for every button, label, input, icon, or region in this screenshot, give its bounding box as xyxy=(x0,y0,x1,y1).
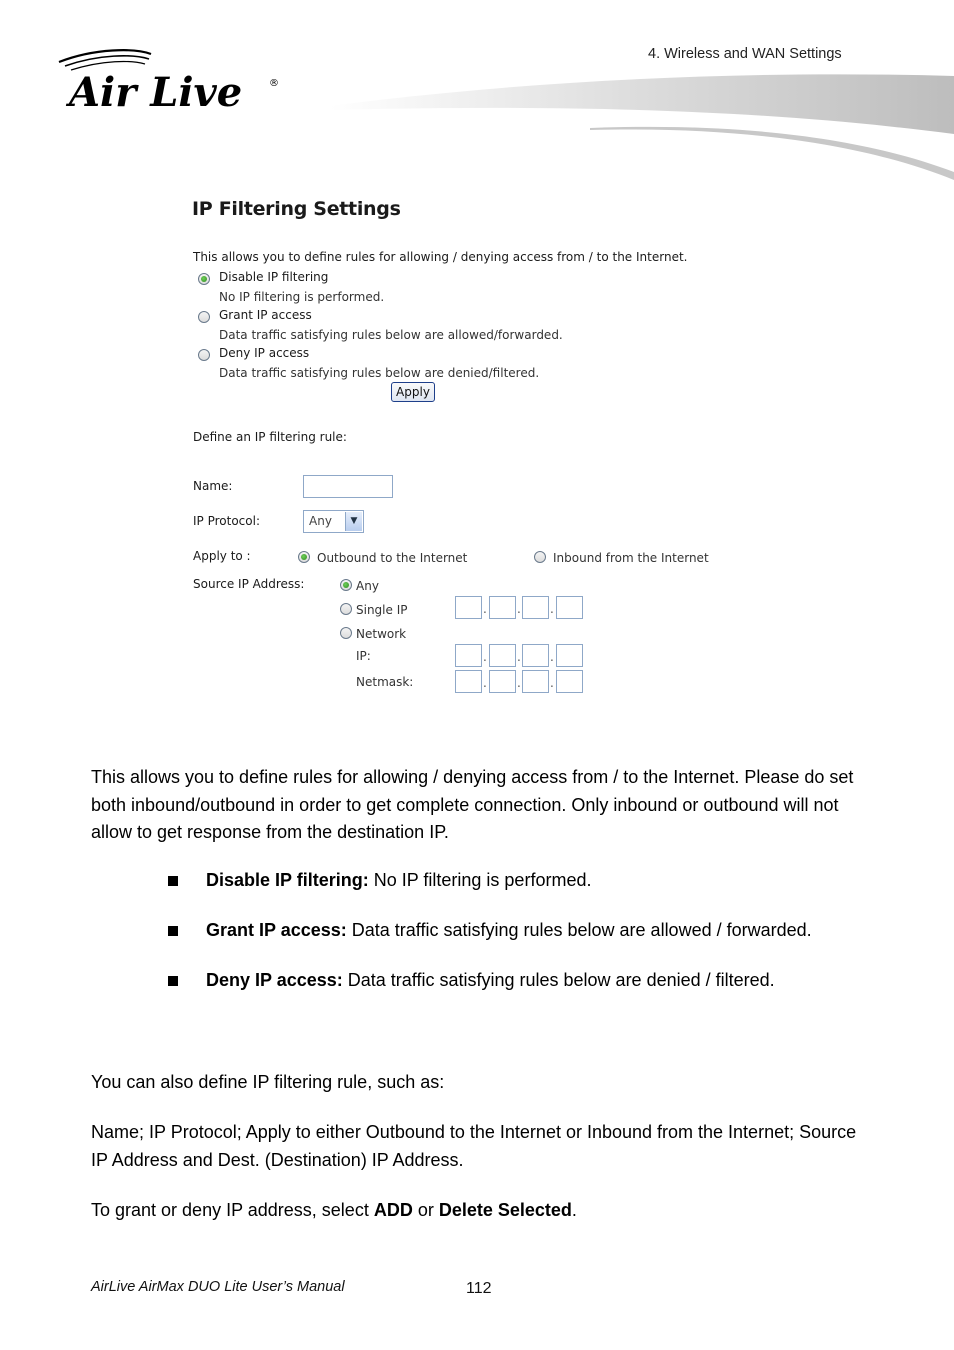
single-ip-octet-2[interactable] xyxy=(489,596,516,619)
octet-separator: . xyxy=(550,676,554,690)
square-bullet-icon xyxy=(168,876,178,886)
grant-deny-suffix: . xyxy=(571,1200,577,1220)
airlive-logo xyxy=(55,46,295,116)
source-single-ip-label: Single IP xyxy=(356,603,408,617)
apply-to-label: Apply to : xyxy=(193,549,251,563)
octet-separator: . xyxy=(517,676,521,690)
network-ip-octet-1[interactable] xyxy=(455,644,482,667)
protocol-select[interactable] xyxy=(303,510,364,533)
octet-separator: . xyxy=(517,650,521,664)
netmask-octet-3[interactable] xyxy=(522,670,549,693)
source-ip-label: Source IP Address: xyxy=(193,577,305,591)
octet-separator: . xyxy=(483,650,487,664)
disable-ip-filtering-desc: No IP filtering is performed. xyxy=(219,290,385,304)
delete-selected-term: Delete Selected xyxy=(438,1200,572,1220)
bullet-text: No IP filtering is performed. xyxy=(368,870,592,890)
settings-intro: This allows you to define rules for allowing / denying access from / to the Internet. xyxy=(193,250,688,264)
manual-title: AirLive AirMax DUO Lite User’s Manual xyxy=(91,1279,345,1295)
inbound-radio[interactable] xyxy=(534,551,546,563)
outbound-label: Outbound to the Internet xyxy=(317,551,468,565)
header-swoosh-decoration xyxy=(330,70,954,190)
deny-ip-access-desc: Data traffic satisfying rules below are denied/filtered. xyxy=(219,366,540,380)
outbound-radio[interactable] xyxy=(298,551,310,563)
disable-ip-filtering-radio[interactable] xyxy=(198,273,210,285)
source-any-radio[interactable] xyxy=(340,579,352,591)
octet-separator: . xyxy=(483,676,487,690)
grant-deny-middle: or xyxy=(412,1200,439,1220)
network-ip-octet-2[interactable] xyxy=(489,644,516,667)
single-ip-octet-3[interactable] xyxy=(522,596,549,619)
chevron-down-icon[interactable]: ▼ xyxy=(345,512,362,531)
bullet-term: Disable IP filtering: xyxy=(206,870,369,890)
netmask-octet-4[interactable] xyxy=(556,670,583,693)
source-network-radio[interactable] xyxy=(340,627,352,639)
grant-ip-access-radio[interactable] xyxy=(198,311,210,323)
bullet-text: Data traffic satisfying rules below are denied / filtered. xyxy=(342,970,775,990)
network-ip-octet-3[interactable] xyxy=(522,644,549,667)
grant-ip-access-label: Grant IP access xyxy=(219,308,312,322)
network-ip-octet-4[interactable] xyxy=(556,644,583,667)
netmask-octet-2[interactable] xyxy=(489,670,516,693)
inbound-label: Inbound from the Internet xyxy=(553,551,709,565)
source-any-label: Any xyxy=(356,579,379,593)
intro-paragraph: This allows you to define rules for allowing / denying access from / to the Internet. Please do set both inbound/outbound in order to get complete connection. Only inbound or outbound will not allow to get response from the destination IP. xyxy=(91,767,854,842)
protocol-label: IP Protocol: xyxy=(193,514,260,528)
bullet-term: Deny IP access: xyxy=(206,970,343,990)
octet-separator: . xyxy=(550,650,554,664)
add-term: ADD xyxy=(373,1200,413,1220)
protocol-value: Any xyxy=(309,514,332,528)
apply-button[interactable]: Apply xyxy=(391,382,435,402)
also-define-paragraph: You can also define IP filtering rule, such as: xyxy=(91,1072,445,1092)
grant-deny-paragraph xyxy=(91,1197,871,1225)
octet-separator: . xyxy=(550,602,554,616)
registered-mark: ® xyxy=(269,78,279,89)
rule-heading: Define an IP filtering rule: xyxy=(193,430,347,444)
bullet-term: Grant IP access: xyxy=(206,920,347,940)
netmask-label: Netmask: xyxy=(356,675,414,689)
ip-filtering-screenshot xyxy=(184,188,744,708)
page-number: 112 xyxy=(466,1280,492,1297)
octet-separator: . xyxy=(517,602,521,616)
disable-ip-filtering-label: Disable IP filtering xyxy=(219,270,329,284)
netmask-octet-1[interactable] xyxy=(455,670,482,693)
fields-paragraph: Name; IP Protocol; Apply to either Outbound to the Internet or Inbound from the Internet; Source IP Address and Dest. (Destination) IP Address. xyxy=(91,1122,857,1170)
source-single-ip-radio[interactable] xyxy=(340,603,352,615)
name-input[interactable] xyxy=(303,475,393,498)
octet-separator: . xyxy=(483,602,487,616)
grant-ip-access-desc: Data traffic satisfying rules below are allowed/forwarded. xyxy=(219,328,563,342)
chapter-title: 4. Wireless and WAN Settings xyxy=(648,46,842,62)
single-ip-octet-1[interactable] xyxy=(455,596,482,619)
deny-ip-access-radio[interactable] xyxy=(198,349,210,361)
source-network-label: Network xyxy=(356,627,407,641)
square-bullet-icon xyxy=(168,926,178,936)
single-ip-octet-4[interactable] xyxy=(556,596,583,619)
logo-wordmark: Air Live xyxy=(69,69,243,116)
settings-title: IP Filtering Settings xyxy=(192,198,401,220)
ip-label: IP: xyxy=(356,649,371,663)
square-bullet-icon xyxy=(168,976,178,986)
deny-ip-access-label: Deny IP access xyxy=(219,346,310,360)
name-label: Name: xyxy=(193,479,233,493)
grant-deny-prefix: To grant or deny IP address, select xyxy=(91,1200,374,1220)
bullet-text: Data traffic satisfying rules below are allowed / forwarded. xyxy=(346,920,812,940)
